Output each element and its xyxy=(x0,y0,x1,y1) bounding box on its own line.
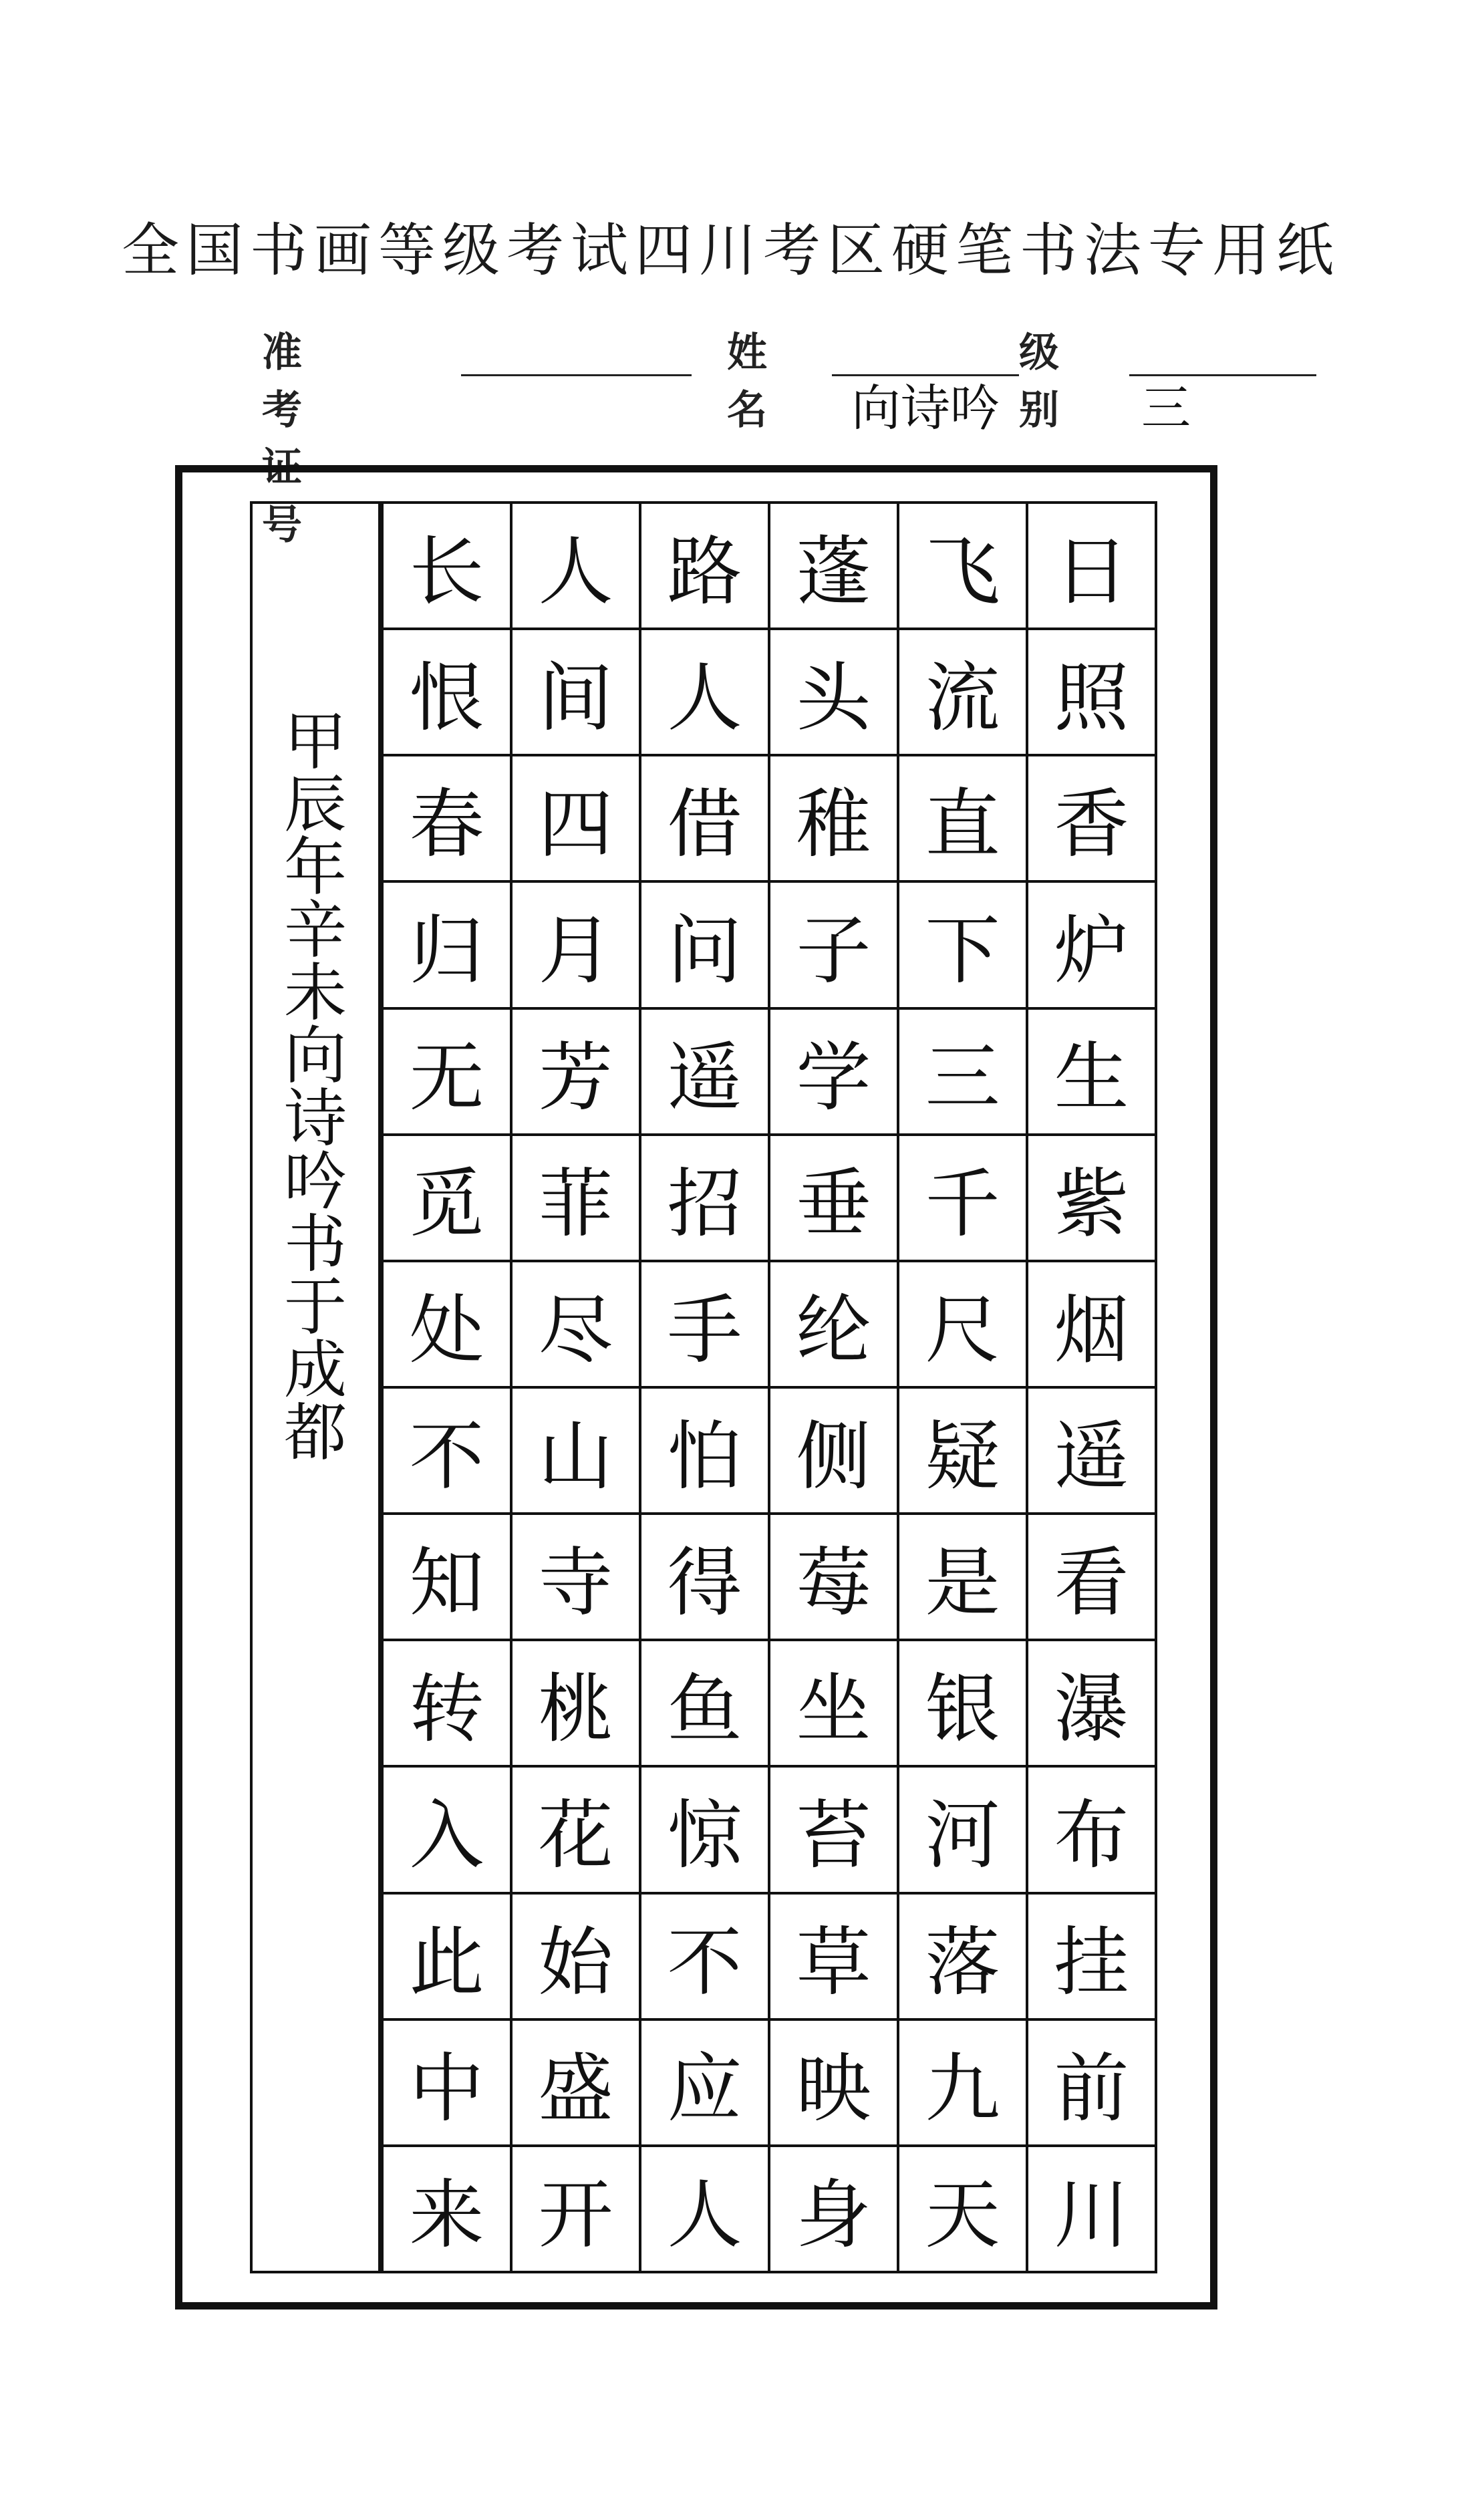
grid-cell: 招 xyxy=(641,1136,768,1262)
grid-cell: 头 xyxy=(770,630,897,756)
grid-column xyxy=(639,504,768,2271)
grid-cell: 天 xyxy=(925,2171,1000,2259)
grid-cell: 莓 xyxy=(770,1515,897,1641)
inscription-char: 甲 xyxy=(283,706,347,779)
grid-cell: 瀑 xyxy=(1028,1641,1155,1768)
grid-cell: 前 xyxy=(1028,2021,1155,2147)
grid-cell: 稚 xyxy=(770,756,897,883)
grid-cell: 紫 xyxy=(1028,1136,1155,1262)
grid-cell: 侧 xyxy=(770,1389,897,1515)
page-title: 全国书画等级考试四川考区硬笔书法专用纸 xyxy=(122,217,1340,284)
grid-cell: 遥 xyxy=(641,1010,768,1136)
grid-cell: 映 xyxy=(770,2021,897,2147)
grid-cell: 银 xyxy=(899,1641,1026,1768)
grid-cell: 生 xyxy=(1028,1010,1155,1136)
grid-cell: 借 xyxy=(641,756,768,883)
grid-cell: 花 xyxy=(513,1768,639,1894)
exam-id-label: 准考证号 xyxy=(262,329,305,549)
grid-cell: 月 xyxy=(513,883,639,1009)
level-label: 级别 xyxy=(1019,329,1062,434)
grid-cell: 流 xyxy=(899,630,1026,756)
grid-cell: 九 xyxy=(899,2021,1026,2147)
grid-cell: 人 xyxy=(641,630,768,756)
grid-cell: 间 xyxy=(513,630,639,756)
grid-cell: 得 xyxy=(641,1515,768,1641)
inscription-column xyxy=(250,501,381,2273)
level-value: 三 xyxy=(1141,380,1191,437)
grid-cell: 看 xyxy=(1028,1515,1155,1641)
grid-cell: 此 xyxy=(384,1895,510,2021)
grid-cell: 恨 xyxy=(384,630,510,756)
grid-cell: 春 xyxy=(384,756,510,883)
calligraphy-grid xyxy=(381,501,1157,2273)
name-label: 姓名 xyxy=(727,329,770,434)
grid-cell: 千 xyxy=(899,1136,1026,1262)
grid-cell: 学 xyxy=(770,1010,897,1136)
grid-cell: 挂 xyxy=(1028,1895,1155,2021)
inscription-char: 成 xyxy=(283,1334,347,1407)
grid-cell: 惊 xyxy=(641,1768,768,1894)
grid-cell: 烟 xyxy=(1028,1262,1155,1389)
grid-cell: 始 xyxy=(513,1895,639,2021)
grid-column xyxy=(1026,504,1155,2271)
grid-column xyxy=(768,504,897,2271)
level-field[interactable] xyxy=(1129,374,1316,437)
inscription-text xyxy=(253,706,378,1469)
grid-cell: 落 xyxy=(899,1895,1026,2021)
grid-cell: 直 xyxy=(899,756,1026,883)
grid-cell: 山 xyxy=(513,1389,639,1515)
grid-cell: 觅 xyxy=(384,1136,510,1262)
grid-cell: 问 xyxy=(641,883,768,1009)
inscription-char: 未 xyxy=(283,957,347,1030)
grid-cell: 人 xyxy=(667,2171,742,2259)
name-value: 向诗吟 xyxy=(851,380,1000,437)
grid-cell: 尺 xyxy=(899,1262,1026,1389)
grid-cell: 飞 xyxy=(899,504,1026,630)
grid-cell: 鱼 xyxy=(641,1641,768,1768)
grid-cell: 手 xyxy=(641,1262,768,1389)
grid-cell: 应 xyxy=(641,2021,768,2147)
inscription-char: 于 xyxy=(283,1271,347,1344)
grid-cell: 是 xyxy=(899,1515,1026,1641)
grid-cell: 路 xyxy=(641,504,768,630)
grid-column xyxy=(384,504,510,2271)
grid-column xyxy=(897,504,1026,2271)
grid-cell: 布 xyxy=(1028,1768,1155,1894)
grid-column xyxy=(510,504,639,2271)
grid-cell: 身 xyxy=(796,2171,871,2259)
grid-cell: 开 xyxy=(538,2171,613,2259)
grid-cell: 坐 xyxy=(770,1641,897,1768)
inscription-char: 书 xyxy=(283,1208,347,1281)
grid-cell: 草 xyxy=(770,1895,897,2021)
inscription-char: 诗 xyxy=(283,1083,347,1155)
grid-cell: 芳 xyxy=(513,1010,639,1136)
grid-cell: 香 xyxy=(1028,756,1155,883)
inscription-char: 向 xyxy=(283,1020,347,1093)
grid-cell: 纶 xyxy=(770,1262,897,1389)
grid-cell: 河 xyxy=(899,1768,1026,1894)
grid-cell: 处 xyxy=(384,1262,510,1389)
grid-cell: 寺 xyxy=(513,1515,639,1641)
grid-cell: 子 xyxy=(770,883,897,1009)
grid-cell: 怕 xyxy=(641,1389,768,1515)
grid-cell: 归 xyxy=(384,883,510,1009)
grid-cell: 桃 xyxy=(513,1641,639,1768)
grid-cell: 不 xyxy=(384,1389,510,1515)
grid-cell: 川 xyxy=(1054,2171,1129,2259)
grid-cell: 蓬 xyxy=(770,504,897,630)
grid-cell: 无 xyxy=(384,1010,510,1136)
inscription-char: 吟 xyxy=(283,1145,347,1218)
grid-cell: 来 xyxy=(409,2171,484,2259)
grid-cell: 炉 xyxy=(1028,883,1155,1009)
grid-cell: 四 xyxy=(513,756,639,883)
grid-cell: 三 xyxy=(899,1010,1026,1136)
grid-cell: 入 xyxy=(384,1768,510,1894)
grid-cell: 苔 xyxy=(770,1768,897,1894)
grid-cell: 下 xyxy=(899,883,1026,1009)
grid-cell: 人 xyxy=(513,504,639,630)
grid-cell: 疑 xyxy=(899,1389,1026,1515)
grid-cell: 日 xyxy=(1028,504,1155,630)
inscription-char: 辛 xyxy=(283,894,347,967)
grid-cell: 转 xyxy=(384,1641,510,1768)
grid-cell: 遥 xyxy=(1028,1389,1155,1515)
grid-cell: 知 xyxy=(384,1515,510,1641)
exam-id-field[interactable] xyxy=(461,374,692,376)
grid-cell: 垂 xyxy=(770,1136,897,1262)
grid-cell: 中 xyxy=(384,2021,510,2147)
grid-cell: 尽 xyxy=(513,1262,639,1389)
inscription-char: 年 xyxy=(283,831,347,904)
name-field[interactable] xyxy=(832,374,1019,437)
grid-cell: 菲 xyxy=(513,1136,639,1262)
inscription-char: 辰 xyxy=(283,768,347,841)
grid-cell: 长 xyxy=(384,504,510,630)
grid-cell: 照 xyxy=(1028,630,1155,756)
inscription-char: 都 xyxy=(283,1397,347,1469)
grid-cell: 盛 xyxy=(513,2021,639,2147)
grid-cell: 不 xyxy=(641,1895,768,2021)
